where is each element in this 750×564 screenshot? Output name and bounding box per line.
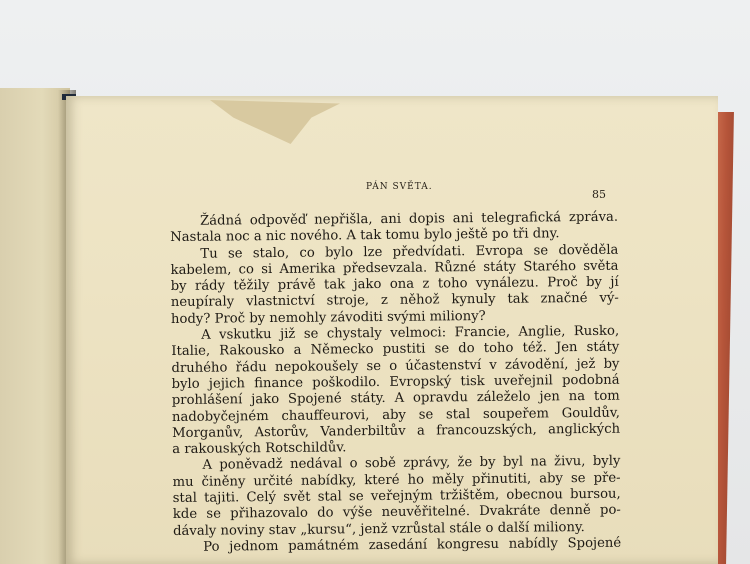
text-line: kde se přihazovalo do výše neuvěřitelné. Dvakráte denně po- — [172, 503, 621, 523]
text-line: A poněvadž nedával o sobě zprávy, že by byl na živu, byly — [202, 454, 621, 474]
text-line: A vskutku již se chystaly velmoci: Francie, Anglie, Rusko, — [201, 323, 620, 343]
text-line: nadobyčejném chauffeurovi, aby se stal soupeřem Gouldův, — [171, 405, 621, 425]
text-line: Italie, Rakousko a Německo pustiti se do toho též. Jen státy — [171, 340, 620, 360]
text-line: hody? Proč by nemohly závoditi svými miliony? — [170, 308, 486, 327]
text-line: Žádná odpověď nepřišla, ani dopis ani telegrafická zpráva. — [199, 209, 619, 229]
text-line: Tu se stalo, co bylo lze předvídati. Evropa se dověděla — [200, 242, 619, 262]
text-line: a rakouských Rotschildův. — [172, 440, 347, 458]
text-line: neupíraly vlastnictví stroje, z něhož kynuly tak značné vý- — [170, 291, 619, 311]
text-line: druhého řádu nepokoušely se o účastenství v závodění, jež by — [171, 356, 620, 376]
text-line: mu činěny určité nabídky, které ho měly přinutiti, aby se pře- — [172, 470, 621, 490]
text-line: Po jednom památném zasedání kongresu nabídly Spojené — [203, 535, 622, 555]
running-head: PÁN SVĚTA. — [366, 182, 433, 192]
text-line: bylo jejich finance poškodilo. Evropský tisk uveřejnil podobná — [171, 372, 620, 392]
text-line: kabelem, co si Amerika předsevzala. Různé státy Starého světa — [170, 258, 619, 278]
text-line: by rády těžily právě tak jako ona z toho vynálezu. Proč by jí — [170, 274, 619, 295]
text-line: stal tajiti. Celý svět stal se veřejným tržištěm, obecnou bursou, — [172, 486, 621, 507]
page-number: 85 — [592, 188, 606, 201]
body-text — [170, 210, 621, 557]
text-line: Nastala noc a nic nového. A tak tomu bylo ještě po tři dny. — [170, 226, 560, 246]
text-line: Morganův, Astorův, Vanderbiltův a francouzských, anglických — [172, 421, 621, 441]
text-line: dávaly noviny stav „kursu“, jenž vzrůstal stále o další miliony. — [172, 519, 585, 539]
text-line: prohlášení jako Spojené státy. A opravdu záleželo jen na tom — [171, 388, 620, 409]
